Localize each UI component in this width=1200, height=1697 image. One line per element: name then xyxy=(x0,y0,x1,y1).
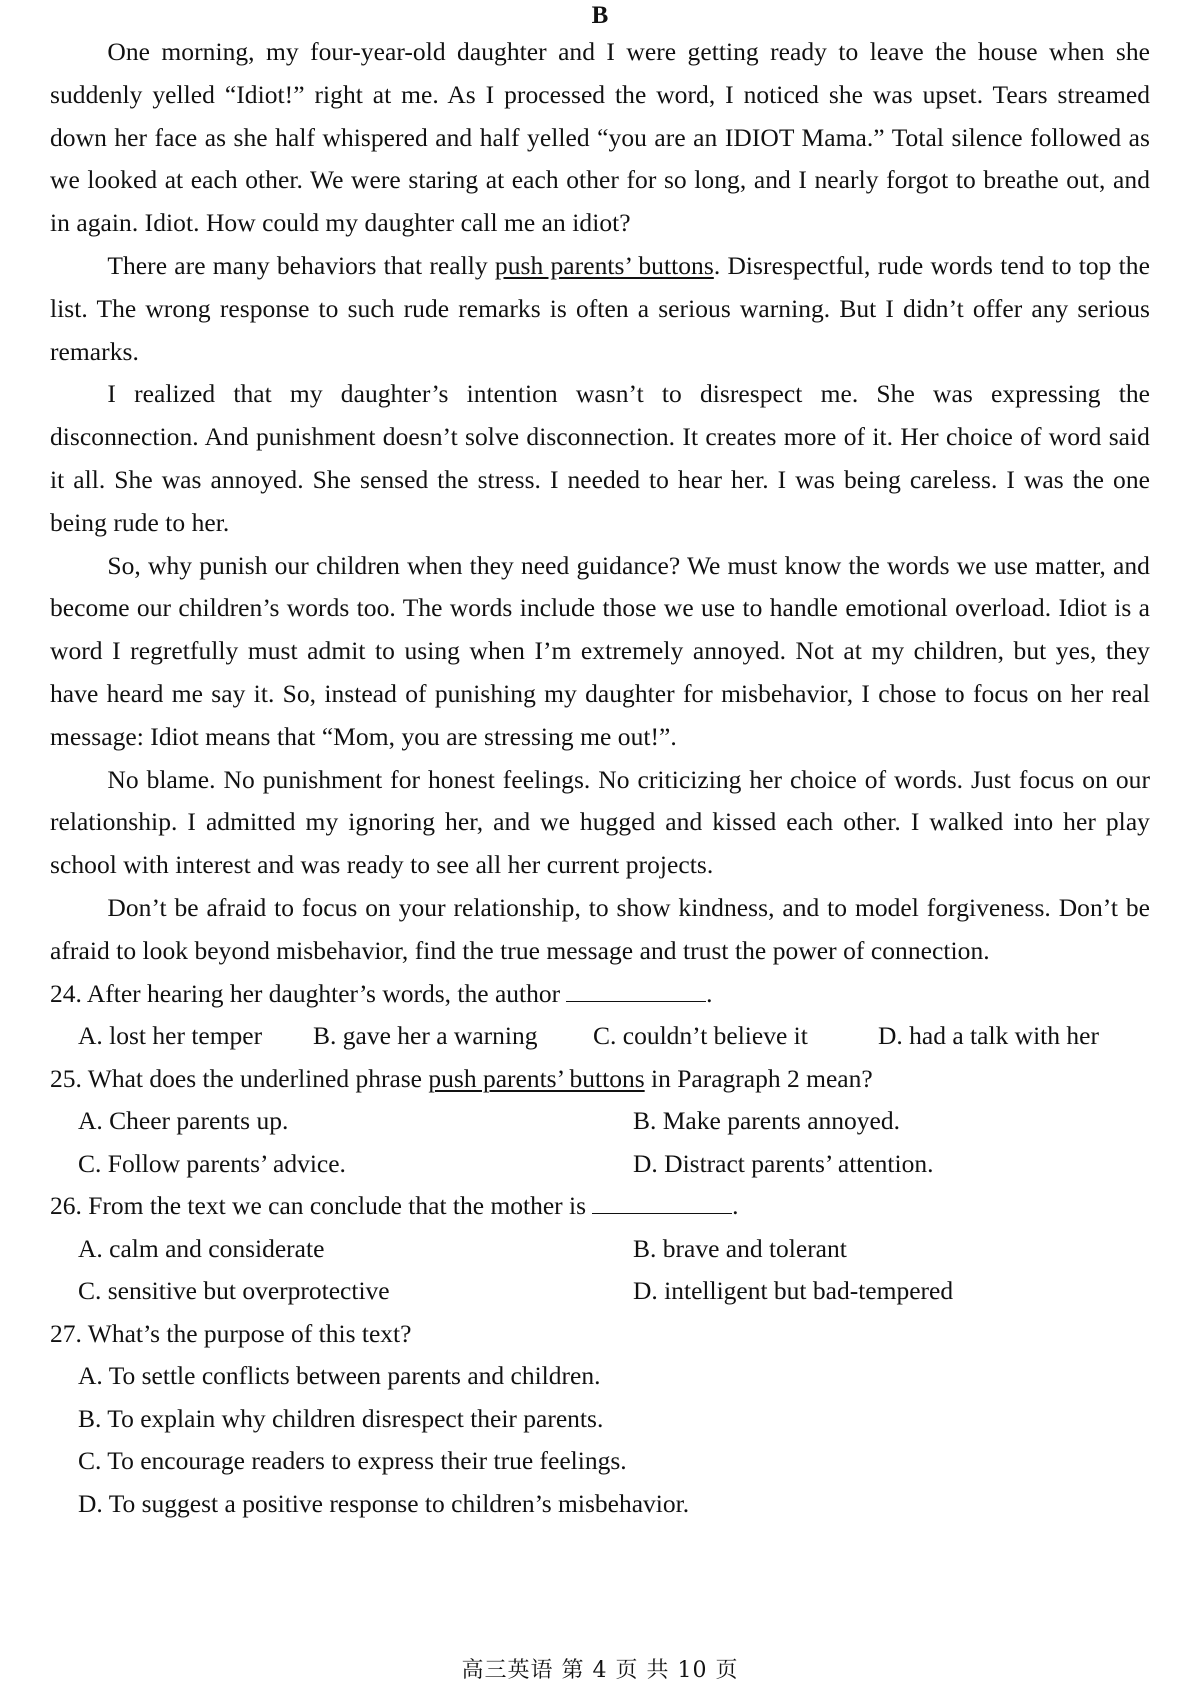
paragraph-2-text-a: There are many behaviors that really xyxy=(107,250,495,280)
option-d: D. Distract parents’ attention. xyxy=(633,1148,934,1178)
page-footer: 高三英语 第 4 页 共 10 页 xyxy=(461,1658,739,1683)
option-d: D. To suggest a positive response to children’s misbehavior. xyxy=(78,1488,690,1518)
answer-blank xyxy=(566,981,706,1002)
option-c: C. couldn’t believe it xyxy=(593,1021,808,1051)
option-d: D. intelligent but bad-tempered xyxy=(633,1276,954,1306)
reading-passage xyxy=(50,31,1150,973)
underlined-phrase: push parents’ buttons xyxy=(494,250,714,280)
paragraph-4: So, why punish our children when they need guidance? We must know the words we use matter, and become our children’s words too. The words include those we use to handle emotional overload. Idiot is a word I regretfully must admit to using when I’m extremely annoyed. Not at my children, but yes, they have heard me say it. So, instead of punishing my daughter for misbehavior, I chose to focus on her real message: Idiot means that “Mom, you are stressing me out!”. xyxy=(50,550,1150,751)
option-b: B. brave and tolerant xyxy=(633,1233,847,1263)
question-list xyxy=(50,973,1150,1526)
question-26-options-cd xyxy=(50,1270,1150,1313)
question-24-options xyxy=(50,1015,1150,1058)
paragraph-3: I realized that my daughter’s intention wasn’t to disrespect me. She was expressing the disconnection. And punishment doesn’t solve disconnection. It creates more of it. Her choice of word said it all. She was annoyed. She sensed the stress. I needed to hear her. I was being careless. I was the one being rude to her. xyxy=(50,379,1150,537)
option-b: B. To explain why children disrespect their parents. xyxy=(78,1403,604,1433)
question-26-options-ab xyxy=(50,1228,1150,1271)
question-26-stem: 26. From the text we can conclude that the mother is xyxy=(50,1191,587,1221)
exam-page xyxy=(50,0,1150,1697)
question-24-stem: 24. After hearing her daughter’s words, the author xyxy=(50,978,561,1008)
option-c: C. sensitive but overprotective xyxy=(78,1276,390,1306)
option-d: D. had a talk with her xyxy=(878,1021,1099,1051)
option-a: A. Cheer parents up. xyxy=(78,1106,289,1136)
question-25-underlined: push parents’ buttons xyxy=(428,1063,645,1093)
paragraph-6: Don’t be afraid to focus on your relationship, to show kindness, and to model forgiveness. Don’t be afraid to look beyond misbehavior, find the true message and trust the power of connection. xyxy=(50,892,1150,965)
option-a: A. To settle conflicts between parents and children. xyxy=(78,1361,601,1391)
question-24-end: . xyxy=(706,978,713,1008)
question-27: 27. What’s the purpose of this text? xyxy=(50,1318,412,1348)
answer-blank xyxy=(592,1193,732,1214)
question-26 xyxy=(50,1185,1150,1228)
option-b: B. gave her a warning xyxy=(313,1021,538,1051)
paragraph-2-text-b: . Disrespectful, rude words tend to top the list. The wrong response to such rude remarks is often a serious warning. But I didn’t offer any serious remarks. xyxy=(50,250,1150,366)
section-title: B xyxy=(591,2,609,29)
option-a: A. calm and considerate xyxy=(78,1233,325,1263)
option-b: B. Make parents annoyed. xyxy=(633,1106,900,1136)
option-c: C. Follow parents’ advice. xyxy=(78,1148,346,1178)
question-25-stem-a: 25. What does the underlined phrase xyxy=(50,1063,429,1093)
question-26-end: . xyxy=(732,1191,739,1221)
paragraph-5: No blame. No punishment for honest feelings. No criticizing her choice of words. Just focus on our relationship. I admitted my ignoring her, and we hugged and kissed each other. I walked into her play school with interest and was ready to see all her current projects. xyxy=(50,764,1150,880)
option-c: C. To encourage readers to express their true feelings. xyxy=(78,1446,627,1476)
question-25 xyxy=(50,1058,1150,1101)
question-25-options-ab xyxy=(50,1100,1150,1143)
option-a: A. lost her temper xyxy=(78,1021,263,1051)
question-25-options-cd xyxy=(50,1143,1150,1186)
paragraph-1: One morning, my four-year-old daughter and I were getting ready to leave the house when she suddenly yelled “Idiot!” right at me. As I processed the word, I noticed she was upset. Tears streamed down her face as she half whispered and half yelled “you are an IDIOT Mama.” Total silence followed as we looked at each other. We were staring at each other for so long, and I nearly forgot to breathe out, and in again. Idiot. How could my daughter call me an idiot? xyxy=(50,37,1150,238)
question-25-stem-b: in Paragraph 2 mean? xyxy=(644,1063,873,1093)
paragraph-2 xyxy=(50,245,1150,373)
question-24 xyxy=(50,973,1150,1016)
